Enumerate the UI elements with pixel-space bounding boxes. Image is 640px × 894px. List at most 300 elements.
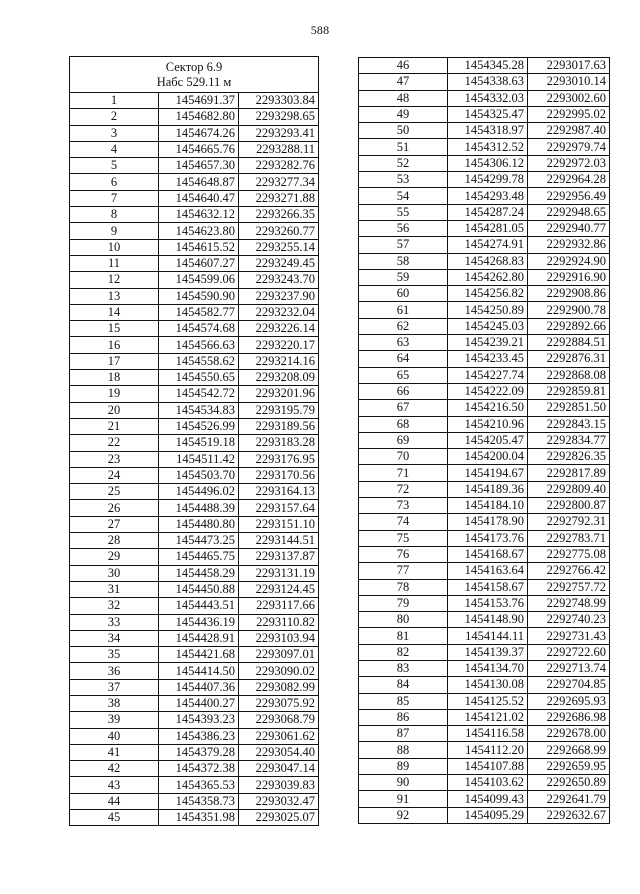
coordinate-y: 2293226.14 [239,321,319,337]
coordinate-x: 1454414.50 [159,663,239,679]
coordinate-x: 1454640.47 [159,190,239,206]
coordinates-table-right [358,57,610,824]
coordinate-x: 1454194.67 [448,465,528,481]
point-number: 32 [70,598,159,614]
point-number: 8 [70,207,159,223]
coordinate-y: 2292924.90 [528,253,610,269]
table-row [70,435,319,451]
coordinate-y: 2292704.85 [528,677,610,693]
coordinate-y: 2292800.87 [528,498,610,514]
table-row [70,272,319,288]
table-row [359,726,610,742]
point-number: 20 [70,402,159,418]
coordinate-y: 2292876.31 [528,351,610,367]
table-row [70,190,319,206]
table-row [359,367,610,383]
table-row [70,321,319,337]
point-number: 55 [359,204,448,220]
point-number: 24 [70,467,159,483]
coordinate-y: 2293220.17 [239,337,319,353]
table-row [359,269,610,285]
coordinate-x: 1454163.64 [448,563,528,579]
table-row [359,758,610,774]
table-row [70,728,319,744]
point-number: 80 [359,612,448,628]
coordinate-y: 2292843.15 [528,416,610,432]
coordinate-y: 2293010.14 [528,74,610,90]
coordinate-x: 1454268.83 [448,253,528,269]
coordinate-y: 2292940.77 [528,220,610,236]
coordinate-x: 1454205.47 [448,432,528,448]
coordinate-y: 2292826.35 [528,449,610,465]
point-number: 87 [359,726,448,742]
point-number: 81 [359,628,448,644]
coordinate-x: 1454318.97 [448,123,528,139]
coordinate-y: 2292757.72 [528,579,610,595]
table-row [359,579,610,595]
coordinate-y: 2292678.00 [528,726,610,742]
coordinate-y: 2293255.14 [239,239,319,255]
coordinate-y: 2292817.89 [528,465,610,481]
table-row [70,93,319,109]
table-row [359,514,610,530]
table-row [359,791,610,807]
coordinate-y: 2292809.40 [528,481,610,497]
coordinate-y: 2292995.02 [528,106,610,122]
coordinate-y: 2292851.50 [528,400,610,416]
coordinate-y: 2293103.94 [239,630,319,646]
sector-title: Сектор 6.9 [165,60,223,74]
table-row [359,449,610,465]
coordinates-table-left [69,56,319,826]
table-row [70,353,319,369]
point-number: 16 [70,337,159,353]
point-number: 71 [359,465,448,481]
coordinate-y: 2293144.51 [239,533,319,549]
coordinate-y: 2292766.42 [528,563,610,579]
point-number: 4 [70,141,159,157]
coordinate-y: 2293201.96 [239,386,319,402]
coordinate-y: 2293054.40 [239,744,319,760]
point-number: 5 [70,158,159,174]
coordinate-x: 1454332.03 [448,90,528,106]
table-row [70,810,319,826]
coordinate-x: 1454245.03 [448,318,528,334]
point-number: 78 [359,579,448,595]
coordinate-x: 1454542.72 [159,386,239,402]
point-number: 10 [70,239,159,255]
coordinate-y: 2292979.74 [528,139,610,155]
coordinate-y: 2292908.86 [528,286,610,302]
table-row [359,204,610,220]
table-row [359,416,610,432]
coordinate-x: 1454574.68 [159,321,239,337]
table-row [359,237,610,253]
coordinate-y: 2293183.28 [239,435,319,451]
coordinate-y: 2292868.08 [528,367,610,383]
table-row [359,155,610,171]
table-row [359,807,610,823]
coordinate-x: 1454125.52 [448,693,528,709]
table-row [359,106,610,122]
point-number: 2 [70,109,159,125]
table-row [70,647,319,663]
coordinate-x: 1454496.02 [159,484,239,500]
coordinate-y: 2292731.43 [528,628,610,644]
point-number: 29 [70,549,159,565]
point-number: 15 [70,321,159,337]
coordinate-x: 1454262.80 [448,269,528,285]
coordinate-y: 2293293.41 [239,125,319,141]
coordinate-y: 2292834.77 [528,432,610,448]
coordinate-x: 1454306.12 [448,155,528,171]
coordinate-y: 2292859.81 [528,383,610,399]
coordinate-x: 1454095.29 [448,807,528,823]
table-row [70,370,319,386]
coordinate-y: 2293271.88 [239,190,319,206]
point-number: 3 [70,125,159,141]
point-number: 59 [359,269,448,285]
point-number: 17 [70,353,159,369]
table-row [359,775,610,791]
table-row [359,351,610,367]
coordinate-y: 2292659.95 [528,758,610,774]
table-row [70,109,319,125]
point-number: 52 [359,155,448,171]
coordinate-x: 1454153.76 [448,595,528,611]
coordinate-x: 1454480.80 [159,516,239,532]
table-row [70,761,319,777]
point-number: 42 [70,761,159,777]
coordinate-x: 1454665.76 [159,141,239,157]
point-number: 63 [359,335,448,351]
table-row [359,465,610,481]
coordinate-x: 1454210.96 [448,416,528,432]
coordinate-x: 1454287.24 [448,204,528,220]
table-row [359,90,610,106]
coordinate-y: 2292884.51 [528,335,610,351]
table-row [359,498,610,514]
coordinate-x: 1454623.80 [159,223,239,239]
point-number: 83 [359,660,448,676]
point-number: 40 [70,728,159,744]
point-number: 41 [70,744,159,760]
table-row [70,598,319,614]
coordinate-y: 2292956.49 [528,188,610,204]
point-number: 6 [70,174,159,190]
coordinate-x: 1454421.68 [159,647,239,663]
table-row [359,563,610,579]
coordinate-x: 1454458.29 [159,565,239,581]
coordinate-y: 2293075.92 [239,695,319,711]
coordinate-y: 2292900.78 [528,302,610,318]
coordinate-x: 1454682.80 [159,109,239,125]
table-row [359,286,610,302]
point-number: 66 [359,383,448,399]
coordinate-y: 2293097.01 [239,647,319,663]
coordinate-y: 2293214.16 [239,353,319,369]
point-number: 90 [359,775,448,791]
coordinate-y: 2292892.66 [528,318,610,334]
point-number: 58 [359,253,448,269]
point-number: 13 [70,288,159,304]
coordinate-y: 2293002.60 [528,90,610,106]
table-row [70,418,319,434]
point-number: 35 [70,647,159,663]
table-row [70,793,319,809]
table-row [359,644,610,660]
sector-title-cell [70,57,319,93]
coordinate-x: 1454312.52 [448,139,528,155]
point-number: 79 [359,595,448,611]
point-number: 60 [359,286,448,302]
sector-elevation: Набс 529.11 м [156,75,232,89]
coordinate-x: 1454299.78 [448,172,528,188]
coordinate-x: 1454511.42 [159,451,239,467]
table-row [359,123,610,139]
coordinate-y: 2293243.70 [239,272,319,288]
coordinate-x: 1454250.89 [448,302,528,318]
table-row [70,695,319,711]
coordinate-y: 2293151.10 [239,516,319,532]
coordinate-x: 1454465.75 [159,549,239,565]
coordinate-x: 1454566.63 [159,337,239,353]
coordinate-x: 1454168.67 [448,546,528,562]
coordinate-x: 1454256.82 [448,286,528,302]
point-number: 53 [359,172,448,188]
table-row [70,549,319,565]
table-row [359,383,610,399]
point-number: 85 [359,693,448,709]
coordinate-y: 2293170.56 [239,467,319,483]
coordinate-x: 1454233.45 [448,351,528,367]
table-row [359,74,610,90]
coordinate-x: 1454099.43 [448,791,528,807]
point-number: 26 [70,500,159,516]
point-number: 30 [70,565,159,581]
coordinate-x: 1454519.18 [159,435,239,451]
point-number: 27 [70,516,159,532]
point-number: 33 [70,614,159,630]
coordinate-y: 2293208.09 [239,370,319,386]
coordinate-x: 1454338.63 [448,74,528,90]
table-row [359,220,610,236]
table-row [359,432,610,448]
coordinate-x: 1454550.65 [159,370,239,386]
coordinate-x: 1454130.08 [448,677,528,693]
point-number: 36 [70,663,159,679]
coordinate-x: 1454112.20 [448,742,528,758]
coordinate-y: 2293260.77 [239,223,319,239]
table-row [70,679,319,695]
point-number: 46 [359,58,448,74]
coordinate-y: 2292792.31 [528,514,610,530]
coordinate-x: 1454365.53 [159,777,239,793]
table-row [359,58,610,74]
point-number: 21 [70,418,159,434]
coordinate-y: 2293090.02 [239,663,319,679]
table-row [70,304,319,320]
coordinate-x: 1454222.09 [448,383,528,399]
coordinate-y: 2293039.83 [239,777,319,793]
table-row [70,630,319,646]
coordinate-y: 2293288.11 [239,141,319,157]
table-row [70,744,319,760]
coordinate-x: 1454534.83 [159,402,239,418]
point-number: 45 [70,810,159,826]
coordinate-x: 1454407.36 [159,679,239,695]
point-number: 43 [70,777,159,793]
coordinate-x: 1454178.90 [448,514,528,530]
table-row [70,500,319,516]
point-number: 19 [70,386,159,402]
point-number: 23 [70,451,159,467]
coordinate-y: 2293017.63 [528,58,610,74]
table-row [70,614,319,630]
coordinate-x: 1454657.30 [159,158,239,174]
coordinate-y: 2293082.99 [239,679,319,695]
table-row [70,516,319,532]
point-number: 84 [359,677,448,693]
coordinate-x: 1454607.27 [159,255,239,271]
point-number: 76 [359,546,448,562]
point-number: 1 [70,93,159,109]
coordinate-y: 2293282.76 [239,158,319,174]
table-row [359,628,610,644]
coordinate-x: 1454443.51 [159,598,239,614]
coordinate-x: 1454107.88 [448,758,528,774]
point-number: 22 [70,435,159,451]
coordinate-x: 1454691.37 [159,93,239,109]
table-row [70,712,319,728]
table-row [70,402,319,418]
point-number: 82 [359,644,448,660]
coordinate-x: 1454121.02 [448,709,528,725]
table-row [359,481,610,497]
table-row [359,139,610,155]
table-row [70,239,319,255]
coordinate-y: 2293164.13 [239,484,319,500]
coordinate-y: 2292783.71 [528,530,610,546]
table-row [359,709,610,725]
coordinate-x: 1454558.62 [159,353,239,369]
point-number: 11 [70,255,159,271]
coordinate-x: 1454239.21 [448,335,528,351]
sector-header-row [70,57,319,93]
point-number: 64 [359,351,448,367]
table-row [359,546,610,562]
point-number: 92 [359,807,448,823]
coordinate-x: 1454116.58 [448,726,528,742]
coordinate-x: 1454158.67 [448,579,528,595]
coordinate-y: 2292722.60 [528,644,610,660]
coordinate-x: 1454216.50 [448,400,528,416]
coordinate-x: 1454450.88 [159,581,239,597]
coordinate-y: 2292641.79 [528,791,610,807]
coordinate-y: 2293131.19 [239,565,319,581]
point-number: 69 [359,432,448,448]
table-row [359,612,610,628]
table-row [359,742,610,758]
table-row [70,158,319,174]
table-row [70,386,319,402]
point-number: 54 [359,188,448,204]
coordinate-y: 2293249.45 [239,255,319,271]
coordinate-y: 2293232.04 [239,304,319,320]
coordinate-x: 1454345.28 [448,58,528,74]
table-row [359,530,610,546]
table-row [359,302,610,318]
coordinate-x: 1454393.23 [159,712,239,728]
coordinate-x: 1454227.74 [448,367,528,383]
coordinate-x: 1454139.37 [448,644,528,660]
coordinate-x: 1454274.91 [448,237,528,253]
coordinate-y: 2292650.89 [528,775,610,791]
coordinate-x: 1454325.47 [448,106,528,122]
table-row [359,318,610,334]
coordinate-x: 1454526.99 [159,418,239,434]
coordinate-x: 1454599.06 [159,272,239,288]
coordinate-x: 1454488.39 [159,500,239,516]
point-number: 39 [70,712,159,728]
table-row [70,255,319,271]
table-row [359,172,610,188]
point-number: 18 [70,370,159,386]
table-row [359,400,610,416]
coordinate-y: 2292948.65 [528,204,610,220]
coordinate-x: 1454386.23 [159,728,239,744]
point-number: 51 [359,139,448,155]
coordinate-x: 1454103.62 [448,775,528,791]
point-number: 75 [359,530,448,546]
coordinate-y: 2293061.62 [239,728,319,744]
point-number: 50 [359,123,448,139]
coordinate-y: 2293157.64 [239,500,319,516]
coordinate-x: 1454189.36 [448,481,528,497]
coordinate-y: 2292695.93 [528,693,610,709]
coordinate-x: 1454436.19 [159,614,239,630]
table-row [70,223,319,239]
point-number: 14 [70,304,159,320]
point-number: 57 [359,237,448,253]
table-row [359,188,610,204]
coordinate-y: 2293237.90 [239,288,319,304]
point-number: 73 [359,498,448,514]
page-number: 588 [310,23,330,37]
table-row [70,174,319,190]
table-row [70,125,319,141]
point-number: 77 [359,563,448,579]
coordinate-x: 1454358.73 [159,793,239,809]
point-number: 49 [359,106,448,122]
coordinate-x: 1454503.70 [159,467,239,483]
coordinate-x: 1454400.27 [159,695,239,711]
point-number: 88 [359,742,448,758]
point-number: 68 [359,416,448,432]
point-number: 37 [70,679,159,695]
coordinate-y: 2293117.66 [239,598,319,614]
point-number: 25 [70,484,159,500]
coordinate-y: 2292972.03 [528,155,610,171]
point-number: 38 [70,695,159,711]
table-row [359,253,610,269]
coordinate-x: 1454148.90 [448,612,528,628]
coordinate-y: 2292668.99 [528,742,610,758]
point-number: 91 [359,791,448,807]
point-number: 12 [70,272,159,288]
coordinate-y: 2292932.86 [528,237,610,253]
coordinate-x: 1454281.05 [448,220,528,236]
